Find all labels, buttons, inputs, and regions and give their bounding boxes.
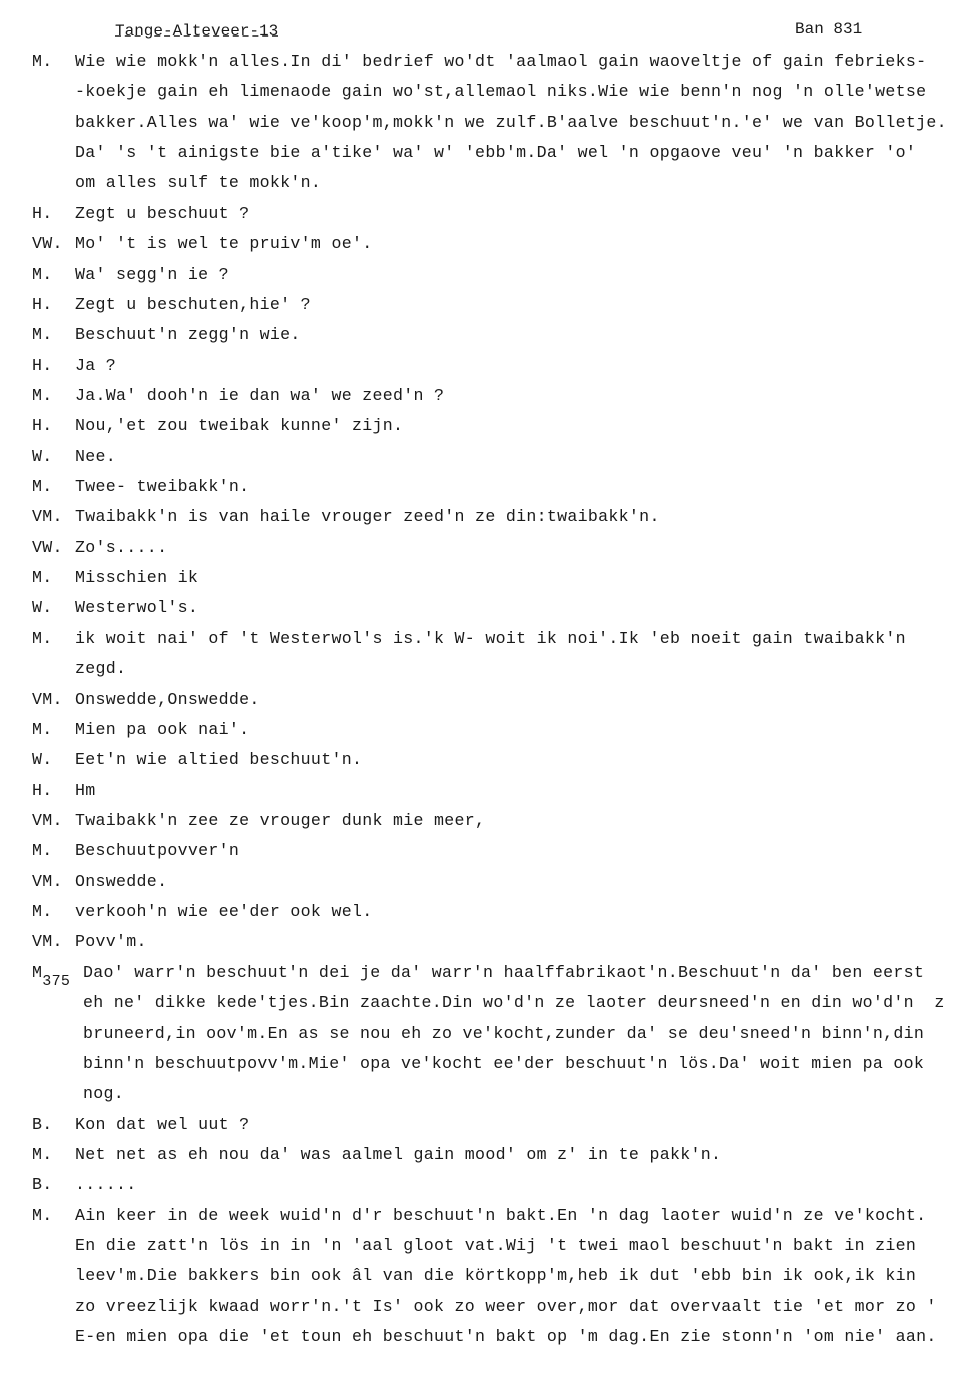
utterance-text: zegd.	[75, 659, 127, 679]
utterance-text: om alles sulf te mokk'n.	[75, 173, 322, 193]
speaker-label	[32, 472, 53, 502]
transcript-line	[0, 593, 979, 623]
transcript-line	[0, 867, 979, 897]
speaker-code: M.	[32, 52, 53, 71]
utterance-text: Da' 's 't ainigste bie a'tike' wa' w' 'ebb'm.Da' wel 'n opgaove veu' 'n bakker 'o'	[75, 143, 917, 163]
transcript-line	[0, 1261, 979, 1291]
utterance-text: Mo' 't is wel te pruiv'm oe'.	[75, 234, 373, 254]
transcript-line	[0, 715, 979, 745]
speaker-label	[32, 1110, 53, 1140]
transcript-line	[0, 290, 979, 320]
speaker-label	[32, 1201, 53, 1231]
utterance-text: bruneerd,in oov'm.En as se nou eh zo ve'kocht,zunder da' se deu'sneed'n binn'n,din	[83, 1023, 925, 1043]
utterance-text: Westerwol's.	[75, 598, 199, 618]
utterance-text: Nou,'et zou tweibak kunne' zijn.	[75, 416, 404, 436]
utterance-text: Wa' segg'n ie ?	[75, 264, 229, 284]
transcript-line	[0, 229, 979, 259]
transcript-line	[0, 108, 979, 138]
utterance-text: leev'm.Die bakkers bin ook âl van die körtkopp'm,heb ik dut 'ebb bin ik ook,ik kin	[75, 1266, 917, 1286]
transcript-line	[0, 168, 979, 198]
utterance-text: Eet'n wie altied beschuut'n.	[75, 750, 363, 770]
speaker-label	[32, 290, 53, 320]
speaker-code: M	[32, 962, 43, 982]
transcript-line	[0, 1201, 979, 1231]
speaker-label	[32, 745, 53, 775]
speaker-code: M.	[32, 628, 53, 648]
speaker-label	[32, 958, 70, 989]
speaker-code: M.	[32, 477, 53, 497]
transcript-line	[0, 1322, 979, 1352]
speaker-code: VW.	[32, 234, 63, 254]
utterance-text: binn'n beschuutpovv'm.Mie' opa ve'kocht ee'der beschuut'n lös.Da' woit mien pa ook	[83, 1053, 925, 1073]
speaker-code: M.	[32, 719, 53, 739]
utterance-text: Nee.	[75, 446, 117, 466]
speaker-label	[32, 411, 53, 441]
speaker-label	[32, 867, 63, 897]
speaker-code: M.	[32, 385, 53, 405]
utterance-text: En die zatt'n lös in in 'n 'aal gloot vat.Wij 't twei maol beschuut'n bakt in zien	[75, 1236, 917, 1256]
transcript-line	[0, 47, 979, 77]
transcript-line	[0, 745, 979, 775]
utterance-text: Hm	[75, 780, 96, 800]
speaker-code: W.	[32, 598, 53, 618]
transcript-line	[0, 442, 979, 472]
utterance-text: Ja.Wa' dooh'n ie dan wa' we zeed'n ?	[75, 385, 445, 405]
speaker-code: W.	[32, 446, 53, 466]
speaker-label	[32, 563, 53, 593]
transcript-line	[0, 563, 979, 593]
speaker-label	[32, 1170, 53, 1200]
utterance-text: Kon dat wel uut ?	[75, 1114, 250, 1134]
transcript-line	[0, 533, 979, 563]
utterance-text: ik woit nai' of 't Westerwol's is.'k W- woit ik noi'.Ik 'eb noeit gain twaibakk'n	[75, 628, 906, 648]
utterance-text: bakker.Alles wa' wie ve'koop'm,mokk'n we zulf.B'aalve beschuut'n.'e' we van Bolletje.	[75, 112, 947, 132]
speaker-label	[32, 715, 53, 745]
speaker-code: M.	[32, 325, 53, 345]
speaker-code: VM.	[32, 810, 63, 830]
speaker-code: H.	[32, 780, 53, 800]
utterance-text: Zegt u beschuten,hie' ?	[75, 294, 311, 314]
utterance-text: Beschuutpovver'n	[75, 841, 240, 861]
speaker-label	[32, 593, 53, 623]
transcript-line	[0, 958, 979, 988]
transcript-line	[0, 1231, 979, 1261]
utterance-text: -koekje gain eh limenaode gain wo'st,allemaol niks.Wie wie benn'n nog 'n olle'wetse	[75, 82, 927, 102]
counter-marker: 375	[42, 972, 71, 990]
speaker-code: M.	[32, 841, 53, 861]
speaker-label	[32, 502, 63, 532]
speaker-code: B.	[32, 1114, 53, 1134]
speaker-label	[32, 836, 53, 866]
speaker-label	[32, 47, 53, 77]
utterance-text: Twaibakk'n zee ze vrouger dunk mie meer,	[75, 810, 486, 830]
speaker-label	[32, 381, 53, 411]
transcript-line	[0, 624, 979, 654]
transcript-line	[0, 381, 979, 411]
utterance-text: Zegt u beschuut ?	[75, 203, 250, 223]
transcript-line	[0, 1079, 979, 1109]
speaker-code: M.	[32, 1205, 53, 1225]
utterance-text: Povv'm.	[75, 932, 147, 952]
speaker-label	[32, 260, 53, 290]
speaker-label	[32, 927, 63, 957]
utterance-text: Onswedde.	[75, 871, 168, 891]
utterance-text: ......	[75, 1175, 137, 1195]
speaker-label	[32, 685, 63, 715]
speaker-code: M.	[32, 1144, 53, 1164]
speaker-code: H.	[32, 203, 53, 223]
transcript-line	[0, 260, 979, 290]
transcript-line	[0, 502, 979, 532]
transcript-line	[0, 320, 979, 350]
transcript-line	[0, 927, 979, 957]
speaker-label	[32, 351, 53, 381]
speaker-code: M.	[32, 264, 53, 284]
transcript-line	[0, 1019, 979, 1049]
document-title: Tange-Alteveer-13	[115, 22, 279, 40]
speaker-label	[32, 229, 63, 259]
transcript-line	[0, 1170, 979, 1200]
speaker-code: VM.	[32, 689, 63, 709]
utterance-text: Ja ?	[75, 355, 117, 375]
transcript-line	[0, 1292, 979, 1322]
transcript-line	[0, 411, 979, 441]
transcript-line	[0, 1049, 979, 1079]
speaker-label	[32, 806, 63, 836]
utterance-text: Mien pa ook nai'.	[75, 719, 250, 739]
speaker-code: VM.	[32, 871, 63, 891]
speaker-code: M.	[32, 902, 53, 922]
utterance-text: Onswedde,Onswedde.	[75, 689, 260, 709]
speaker-code: B.	[32, 1175, 53, 1195]
utterance-text: verkooh'n wie ee'der ook wel.	[75, 902, 373, 922]
speaker-label	[32, 624, 53, 654]
transcript-line	[0, 472, 979, 502]
transcript-line	[0, 806, 979, 836]
utterance-text: Twee- tweibakk'n.	[75, 477, 250, 497]
transcript-line	[0, 654, 979, 684]
utterance-text: Twaibakk'n is van haile vrouger zeed'n ze din:twaibakk'n.	[75, 507, 660, 527]
speaker-code: H.	[32, 416, 53, 436]
speaker-label	[32, 533, 63, 563]
transcript-line	[0, 1140, 979, 1170]
transcript-line	[0, 685, 979, 715]
utterance-text: nog.	[83, 1084, 125, 1104]
transcript-line	[0, 77, 979, 107]
utterance-text: E-en mien opa die 'et toun eh beschuut'n bakt op 'm dag.En zie stonn'n 'om nie' aan.	[75, 1327, 937, 1347]
transcript-line	[0, 897, 979, 927]
speaker-label	[32, 897, 53, 927]
speaker-code: VM.	[32, 507, 63, 527]
speaker-code: H.	[32, 355, 53, 375]
speaker-label	[32, 776, 53, 806]
transcript-line	[0, 776, 979, 806]
utterance-text: Zo's.....	[75, 537, 168, 557]
transcript-line	[0, 988, 979, 1018]
utterance-text: eh ne' dikke kede'tjes.Bin zaachte.Din wo'd'n ze laoter deursneed'n en din wo'd'n z	[83, 993, 945, 1013]
utterance-text: Ain keer in de week wuid'n d'r beschuut'n bakt.En 'n dag laoter wuid'n ze ve'kocht.	[75, 1205, 927, 1225]
speaker-code: VW.	[32, 537, 63, 557]
speaker-code: VM.	[32, 932, 63, 952]
transcript	[0, 47, 979, 1352]
speaker-label	[32, 320, 53, 350]
transcript-line	[0, 138, 979, 168]
utterance-text: Dao' warr'n beschuut'n dei je da' warr'n haalffabrikaot'n.Beschuut'n da' ben eerst	[83, 962, 925, 982]
utterance-text: Misschien ik	[75, 568, 199, 588]
transcript-line	[0, 199, 979, 229]
tape-number: Ban 831	[795, 20, 863, 38]
utterance-text: zo vreezlijk kwaad worr'n.'t Is' ook zo weer over,mor dat overvaalt tie 'et mor zo '	[75, 1296, 937, 1316]
speaker-code: M.	[32, 568, 53, 588]
speaker-code: H.	[32, 294, 53, 314]
speaker-label	[32, 1140, 53, 1170]
speaker-code: W.	[32, 750, 53, 770]
transcript-line	[0, 836, 979, 866]
speaker-label	[32, 199, 53, 229]
transcript-line	[0, 1110, 979, 1140]
utterance-text: Wie wie mokk'n alles.In di' bedrief wo'dt 'aalmaol gain waoveltje of gain febrieks-	[75, 52, 927, 71]
utterance-text: Beschuut'n zegg'n wie.	[75, 325, 301, 345]
utterance-text: Net net as eh nou da' was aalmel gain mood' om z' in te pakk'n.	[75, 1144, 722, 1164]
speaker-label	[32, 442, 53, 472]
transcript-line	[0, 351, 979, 381]
